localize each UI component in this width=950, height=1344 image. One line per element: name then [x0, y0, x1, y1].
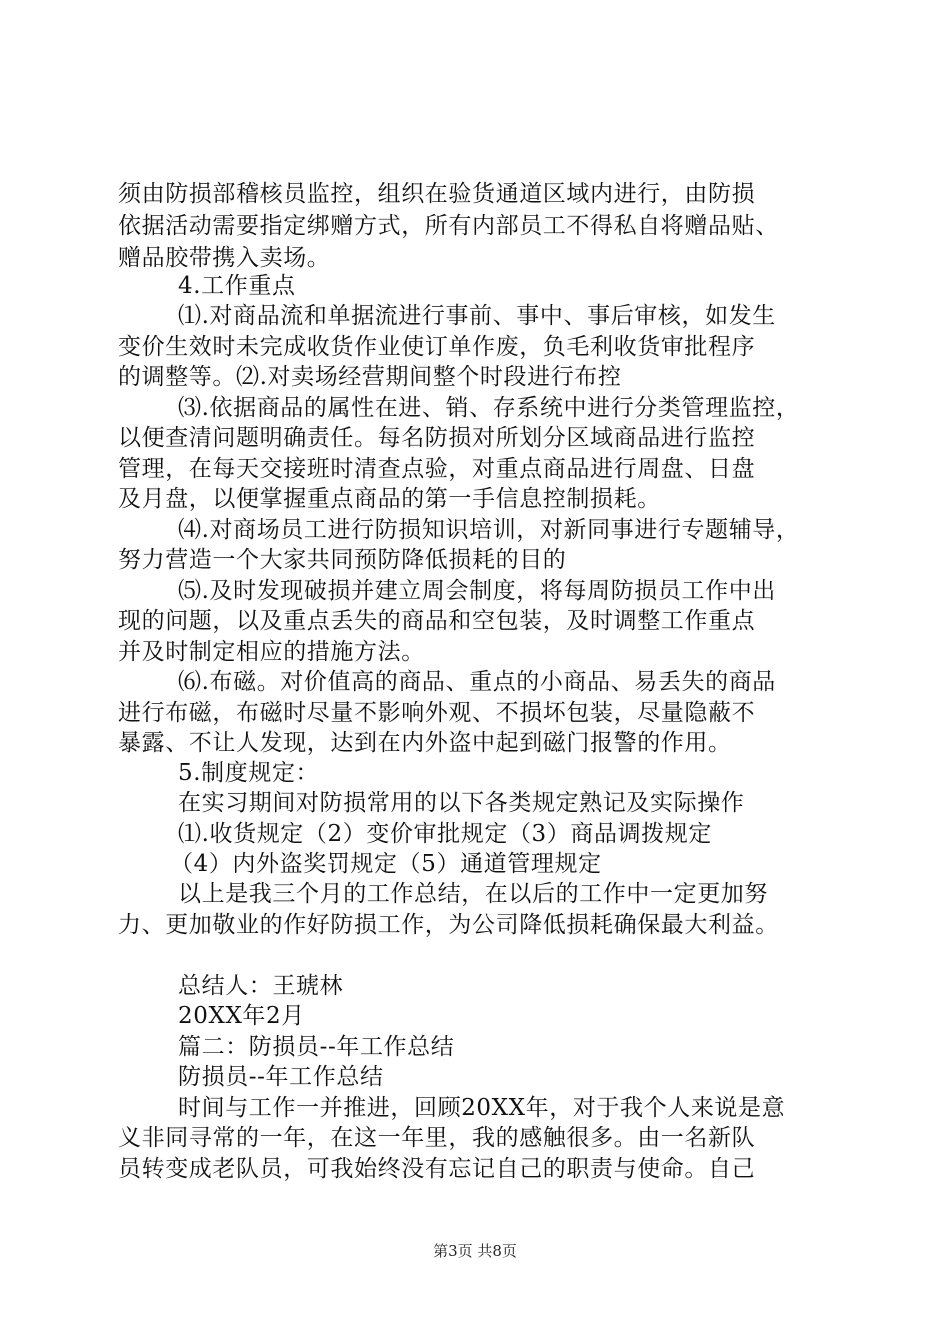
text-line: ⑴.对商品流和单据流进行事前、事中、事后审核，如发生 — [178, 303, 776, 329]
text-line: 变价生效时未完成收货作业使订单作废，负毛利收货审批程序 — [118, 334, 756, 360]
page-number-footer: 第3页 共8页 — [433, 1242, 517, 1260]
chapter-title: 防损员--年工作总结 — [178, 1064, 384, 1090]
text-line: 努力营造一个大家共同预防降低损耗的目的 — [118, 547, 567, 573]
text-line: 现的问题，以及重点丢失的商品和空包装，及时调整工作重点 — [118, 608, 756, 634]
text-line: 义非同寻常的一年，在这一年里，我的感触很多。由一名新队 — [118, 1125, 756, 1151]
signature-name: 总结人：王琥林 — [178, 973, 344, 999]
text-line: 并及时制定相应的措施方法。 — [118, 639, 425, 665]
text-line: ⑹.布磁。对价值高的商品、重点的小商品、易丢失的商品 — [178, 669, 776, 695]
text-line: 以便查清问题明确责任。每名防损对所划分区域商品进行监控 — [118, 425, 756, 451]
text-line: 员转变成老队员，可我始终没有忘记自己的职责与使命。自己 — [118, 1156, 756, 1182]
text-line: 的调整等。⑵.对卖场经营期间整个时段进行布控 — [118, 364, 622, 390]
text-line: 管理，在每天交接班时清查点验，对重点商品进行周盘、日盘 — [118, 456, 756, 482]
section-heading: 5.制度规定： — [178, 760, 320, 786]
chapter-heading: 篇二：防损员--年工作总结 — [178, 1034, 455, 1060]
text-line: 依据活动需要指定绑赠方式，所有内部员工不得私自将赠品贴、 — [118, 213, 779, 239]
text-line: ⑴.收货规定（2）变价审批规定（3）商品调拨规定 — [178, 821, 712, 847]
text-line: 及月盘，以便掌握重点商品的第一手信息控制损耗。 — [118, 486, 661, 512]
text-line: 暴露、不让人发现，达到在内外盗中起到磁门报警的作用。 — [118, 730, 732, 756]
text-line: ⑷.对商场员工进行防损知识培训，对新同事进行专题辅导， — [178, 517, 800, 543]
text-line: 须由防损部稽核员监控，组织在验货通道区域内进行，由防损 — [118, 181, 756, 207]
section-heading: 4.工作重点 — [178, 273, 296, 299]
text-line: ⑶.依据商品的属性在进、销、存系统中进行分类管理监控， — [178, 395, 800, 421]
text-line: 时间与工作一并推进，回顾20XX年，对于我个人来说是意 — [178, 1095, 786, 1121]
text-line: 力、更加敬业的作好防损工作，为公司降低损耗确保最大利益。 — [118, 912, 779, 938]
text-line: 在实习期间对防损常用的以下各类规定熟记及实际操作 — [178, 790, 745, 816]
text-line: ⑸.及时发现破损并建立周会制度，将每周防损员工作中出 — [178, 578, 776, 604]
text-line: 赠品胶带携入卖场。 — [118, 245, 331, 271]
signature-date: 20XX年2月 — [178, 1003, 305, 1029]
text-line: 以上是我三个月的工作总结，在以后的工作中一定更加努 — [178, 881, 768, 907]
text-line: （4）内外盗奖罚规定（5）通道管理规定 — [170, 851, 602, 877]
text-line: 进行布磁，布磁时尽量不影响外观、不损坏包装，尽量隐蔽不 — [118, 700, 756, 726]
